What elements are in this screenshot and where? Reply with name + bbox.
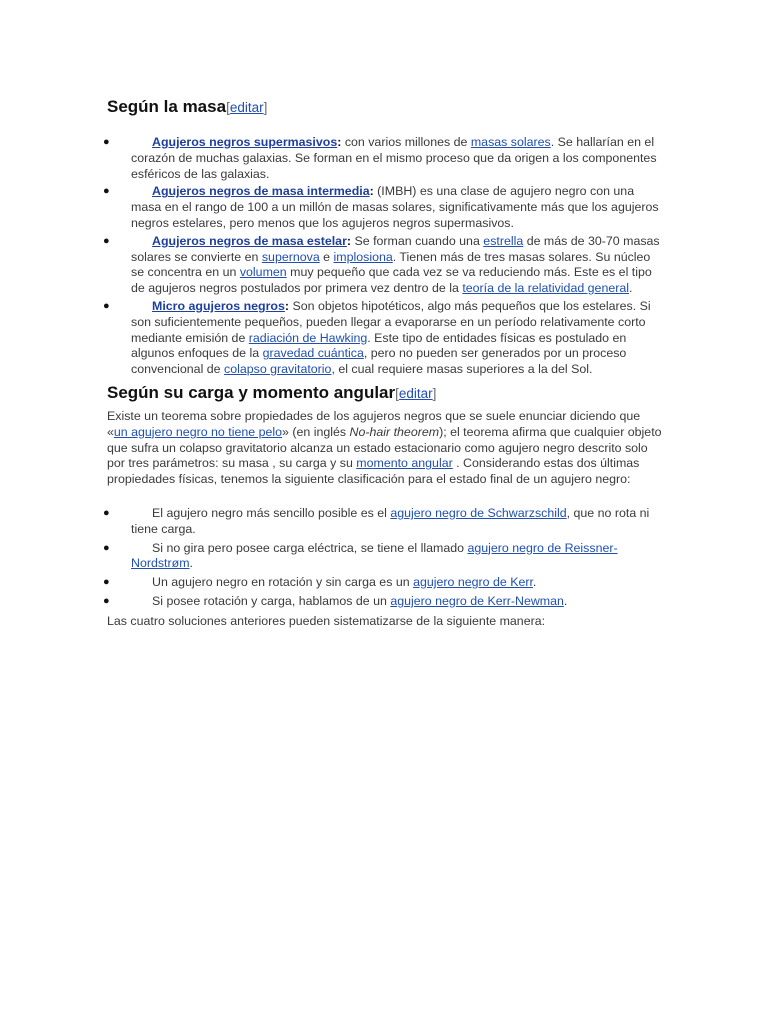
inline-link[interactable]: colapso gravitatorio: [224, 362, 332, 377]
term-link[interactable]: Agujeros negros de masa intermedia: [152, 184, 370, 199]
bullet-icon: ●: [103, 299, 110, 312]
section-title: Según su carga y momento angular: [107, 382, 396, 402]
list-item: ● Si no gira pero posee carga eléctrica, se tiene el llamado agujero negro de Reissner-Nordstrøm.: [103, 540, 618, 571]
inline-link[interactable]: implosiona: [333, 249, 393, 264]
article-content: [103, 96, 662, 630]
bullet-icon: ●: [103, 576, 110, 589]
emphasis-text: No-hair theorem: [349, 424, 440, 439]
inline-link[interactable]: radiación de Hawking: [248, 330, 368, 345]
section-title: Según la masa: [107, 97, 227, 116]
inline-link[interactable]: un agujero negro no tiene pelo: [113, 424, 283, 439]
inline-link[interactable]: agujero negro de Schwarzschild: [390, 505, 567, 520]
charge-classification-list: [103, 505, 662, 610]
inline-link[interactable]: teoría de la relatividad general: [462, 281, 630, 296]
bullet-icon: ●: [103, 234, 110, 247]
section-heading-masa: [107, 96, 662, 119]
inline-link[interactable]: agujero negro de Kerr: [413, 575, 533, 590]
edit-link-wrapper: [editar]: [226, 100, 268, 115]
bullet-icon: ●: [103, 594, 110, 607]
edit-link[interactable]: editar: [398, 385, 433, 401]
edit-link[interactable]: editar: [229, 100, 264, 115]
term-link[interactable]: Agujeros negros de masa estelar: [152, 233, 347, 248]
bullet-icon: ●: [103, 136, 110, 148]
bullet-icon: ●: [103, 185, 110, 198]
mass-classification-list: [103, 135, 662, 378]
inline-link[interactable]: gravedad cuántica: [262, 346, 364, 361]
bullet-icon: ●: [103, 506, 110, 519]
list-item: ● Agujeros negros de masa estelar: Se forman cuando una estrella de más de 30-70 masas solares se convierte en supernova e implosiona. Tienen más de tres masas solares. Su núcleo se concentra en un volumen muy pequeño que cada vez se va reduciendo más. Este es el tipo de agujeros negros postulados por primera vez dentro de la teoría de la relatividad general.: [103, 233, 660, 296]
list-item: ● Un agujero negro en rotación y sin carga es un agujero negro de Kerr.: [103, 575, 537, 590]
closing-paragraph: Las cuatro soluciones anteriores pueden sistematizarse de la siguiente manera:: [107, 613, 546, 628]
term-link[interactable]: Agujeros negros supermasivos: [152, 135, 338, 149]
inline-link[interactable]: supernova: [261, 249, 320, 264]
list-item: ● Micro agujeros negros: Son objetos hipotéticos, algo más pequeños que los estelares. Si son suficientemente pequeños, pueden llegar a evaporarse en un período relativamente corto mediante emisión de radiación de Hawking. Este tipo de entidades físicas es postulado en algunos enfoques de la gravedad cuántica, pero no pueden ser generados por un proceso convencional de colapso gravitatorio, el cual requiere masas superiores a la del Sol.: [103, 298, 651, 377]
list-item: ● El agujero negro más sencillo posible es el agujero negro de Schwarzschild, que no rota ni tiene carga.: [103, 505, 650, 536]
inline-link[interactable]: estrella: [483, 233, 524, 248]
list-item: ● Agujeros negros supermasivos: con varios millones de masas solares. Se hallarían en el corazón de muchas galaxias. Se forman en el mismo proceso que da origen a los componentes esféricos de las galaxias.: [103, 135, 657, 181]
inline-link[interactable]: agujero negro de Reissner-Nordstrøm: [131, 540, 618, 571]
edit-link-wrapper: [editar]: [395, 385, 437, 401]
inline-link[interactable]: momento angular: [356, 456, 453, 471]
inline-link[interactable]: agujero negro de Kerr-Newman: [390, 593, 564, 608]
inline-link[interactable]: masas solares: [470, 135, 551, 149]
list-item: ● Agujeros negros de masa intermedia: (IMBH) es una clase de agujero negro con una masa en el rango de 100 a un millón de masas solares, significativamente más que los agujeros negros estelares, pero menos que los agujeros negros supermasivos.: [103, 184, 659, 230]
section-heading-carga: [107, 382, 662, 405]
term-link[interactable]: Micro agujeros negros: [152, 298, 285, 313]
list-item: ● Si posee rotación y carga, hablamos de un agujero negro de Kerr-Newman.: [103, 593, 568, 608]
bullet-icon: ●: [103, 541, 110, 554]
intro-paragraph: Existe un teorema sobre propiedades de los agujeros negros que se suele enunciar diciendo que «un agujero negro no tiene pelo» (en inglés No-hair theorem); el teorema afirma que cualquier objeto que sufra un colapso gravitatorio alcanza un estado estacionario como agujero negro descrito solo por tres parámetros: su masa , su carga y su momento angular . Considerando estas dos últimas propiedades físicas, tenemos la siguiente clasificación para el estado final de un agujero negro:: [107, 408, 662, 487]
inline-link[interactable]: volumen: [239, 265, 287, 280]
